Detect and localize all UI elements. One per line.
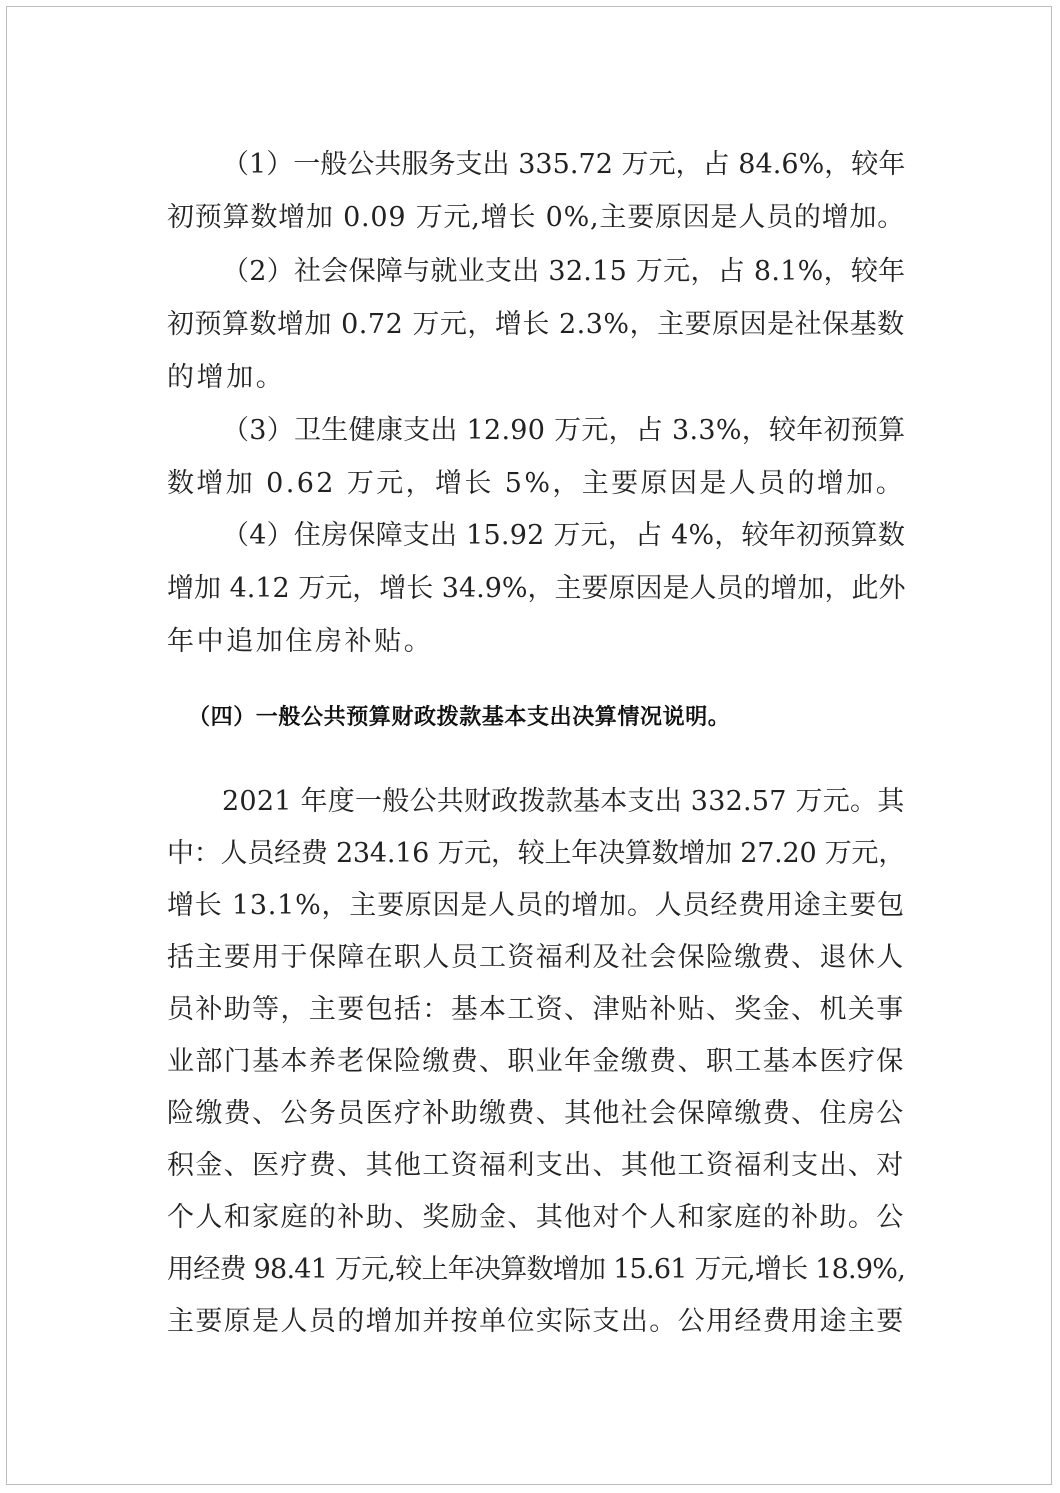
item-2-line-2: 初预算数增加 0.72 万元，增长 2.3%，主要原因是社保基数 xyxy=(167,309,905,340)
section-4-heading: （四）一般公共预算财政拨款基本支出决算情况说明。 xyxy=(188,705,731,730)
section-4-para-line-2: 中：人员经费 234.16 万元，较上年决算数增加 27.20 万元， xyxy=(167,838,906,869)
item-4-line-1: （4）住房保障支出 15.92 万元，占 4%，较年初预算数 xyxy=(222,520,906,551)
item-3-line-2: 数增加 0.62 万元，增长 5%，主要原因是人员的增加。 xyxy=(167,468,906,499)
section-4-para-line-9: 个人和家庭的补助、奖励金、其他对个人和家庭的补助。公 xyxy=(167,1202,905,1233)
section-4-para-line-8: 积金、医疗费、其他工资福利支出、其他工资福利支出、对 xyxy=(167,1150,905,1181)
section-4-para-line-11: 主要原是人员的增加并按单位实际支出。公用经费用途主要 xyxy=(167,1306,905,1337)
item-2-line-1: （2）社会保障与就业支出 32.15 万元，占 8.1%，较年 xyxy=(222,256,906,287)
section-4-para-line-7: 险缴费、公务员医疗补助缴费、其他社会保障缴费、住房公 xyxy=(167,1098,905,1129)
item-1-line-1: （1）一般公共服务支出 335.72 万元，占 84.6%，较年 xyxy=(222,149,906,180)
section-4-para-line-1: 2021 年度一般公共财政拨款基本支出 332.57 万元。其 xyxy=(222,786,905,817)
item-4-line-3: 年中追加住房补贴。 xyxy=(167,626,434,657)
item-4-line-2: 增加 4.12 万元，增长 34.9%，主要原因是人员的增加，此外 xyxy=(167,573,906,604)
section-4-para-line-4: 括主要用于保障在职人员工资福利及社会保险缴费、退休人 xyxy=(167,942,905,973)
section-4-para-line-10: 用经费 98.41 万元,较上年决算数增加 15.61 万元,增长 18.9%, xyxy=(167,1254,906,1285)
item-2-line-3: 的增加。 xyxy=(167,362,286,393)
section-4-para-line-5: 员补助等，主要包括：基本工资、津贴补贴、奖金、机关事 xyxy=(167,994,905,1025)
item-1-line-2: 初预算数增加 0.09 万元,增长 0%,主要原因是人员的增加。 xyxy=(167,202,906,233)
section-4-para-line-6: 业部门基本养老保险缴费、职业年金缴费、职工基本医疗保 xyxy=(167,1046,905,1077)
section-4-para-line-3: 增长 13.1%，主要原因是人员的增加。人员经费用途主要包 xyxy=(167,890,905,921)
item-3-line-1: （3）卫生健康支出 12.90 万元，占 3.3%，较年初预算 xyxy=(222,415,906,446)
